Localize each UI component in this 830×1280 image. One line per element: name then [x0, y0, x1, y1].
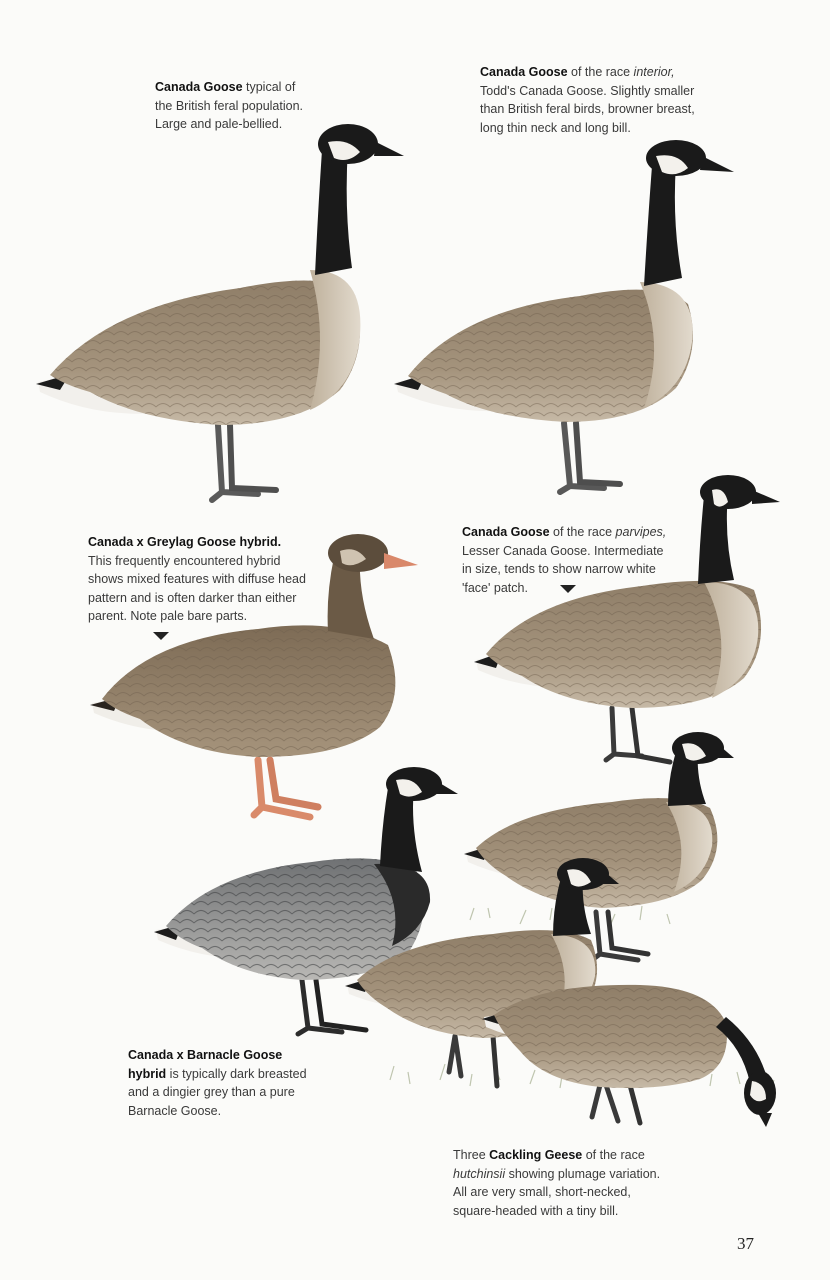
caption-title: Canada Goose [480, 65, 568, 79]
page-number: 37 [737, 1234, 754, 1253]
canada-goose-parvipes-illustration [472, 472, 792, 772]
caption-canada-x-greylag: Canada x Greylag Goose hybrid. This frequently encountered hybrid shows mixed features with diffuse head pattern and is often darker than either parent. Note pale bare parts. [88, 535, 306, 623]
caption-canada-goose-feral: Canada Goose typical of the British feral population. Large and pale-bellied. [155, 80, 304, 131]
cackling-goose-grazing-illustration [480, 975, 780, 1135]
canada-goose-interior-illustration [390, 138, 740, 503]
caption-title: Cackling Geese [489, 1148, 583, 1162]
caption-cackling-geese: Three Cackling Geese of the race hutchinsii showing plumage variation. All are very small, short-necked, square-headed with a tiny bill. [453, 1148, 661, 1218]
canada-goose-feral-illustration [30, 120, 410, 510]
caption-canada-goose-parvipes: Canada Goose of the race parvipes, Lesser Canada Goose. Intermediate in size, tends to show narrow white 'face' patch. [462, 525, 667, 595]
caption-canada-x-barnacle: Canada x Barnacle Goose hybrid is typically dark breasted and a dingier grey than a pure Barnacle Goose. [128, 1048, 307, 1118]
caption-title: Canada Goose [462, 525, 550, 539]
caption-canada-goose-interior: Canada Goose of the race interior, Todd's Canada Goose. Slightly smaller than British feral birds, browner breast, long thin neck and long bill. [480, 65, 695, 135]
caption-title: Canada x Greylag Goose hybrid. [88, 535, 282, 549]
caption-title: Canada Goose [155, 80, 243, 94]
caption-title: Canada x Barnacle Goose [128, 1048, 283, 1062]
